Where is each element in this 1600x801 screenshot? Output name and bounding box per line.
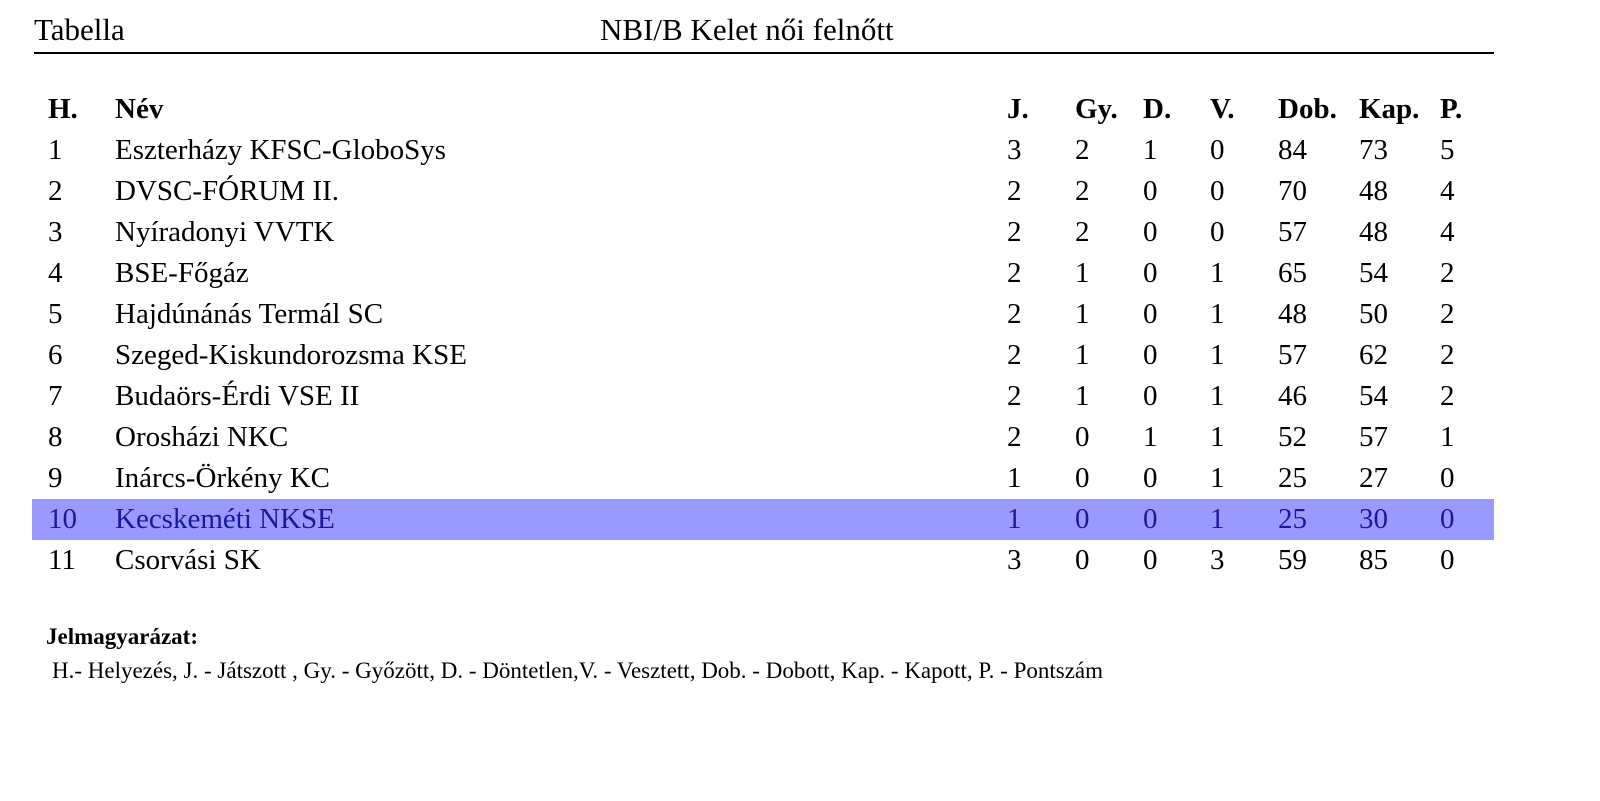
cell-points: 0 [1440,503,1455,535]
cell-goals-against: 27 [1359,462,1388,494]
table-row [32,212,1494,253]
cell-pos: 5 [48,298,63,330]
cell-name: DVSC-FÓRUM II. [115,175,339,207]
cell-played: 1 [1007,503,1022,535]
cell-name: Kecskeméti NKSE [115,503,335,535]
cell-goals-against: 85 [1359,544,1388,576]
cell-won: 1 [1075,298,1090,330]
cell-played: 2 [1007,380,1022,412]
cell-played: 2 [1007,339,1022,371]
cell-name: Orosházi NKC [115,421,289,453]
cell-lost: 1 [1210,421,1225,453]
cell-name: Csorvási SK [115,544,261,576]
cell-goals-against: 54 [1359,380,1388,412]
cell-goals-against: 48 [1359,216,1388,248]
cell-won: 2 [1075,134,1090,166]
cell-played: 1 [1007,462,1022,494]
cell-drawn: 0 [1143,544,1158,576]
cell-won: 2 [1075,175,1090,207]
cell-drawn: 0 [1143,216,1158,248]
table-row [32,540,1494,581]
cell-goals-against: 73 [1359,134,1388,166]
cell-won: 0 [1075,421,1090,453]
cell-drawn: 0 [1143,462,1158,494]
column-header-won: Gy. [1075,93,1118,125]
cell-name: Hajdúnánás Termál SC [115,298,384,330]
cell-won: 1 [1075,257,1090,289]
table-header-row [32,89,1494,130]
cell-drawn: 1 [1143,134,1158,166]
page-label: Tabella [34,12,125,47]
cell-played: 3 [1007,544,1022,576]
cell-drawn: 0 [1143,175,1158,207]
cell-name: Eszterházy KFSC-GloboSys [115,134,447,166]
cell-drawn: 0 [1143,257,1158,289]
cell-points: 4 [1440,175,1455,207]
cell-goals-for: 52 [1278,421,1307,453]
cell-goals-for: 46 [1278,380,1307,412]
column-header-lost: V. [1210,93,1235,125]
cell-goals-for: 25 [1278,462,1307,494]
column-header-played: J. [1007,93,1029,125]
cell-goals-against: 48 [1359,175,1388,207]
cell-points: 2 [1440,257,1455,289]
cell-lost: 1 [1210,298,1225,330]
cell-drawn: 0 [1143,503,1158,535]
cell-drawn: 1 [1143,421,1158,453]
cell-pos: 4 [48,257,63,289]
cell-pos: 10 [48,503,77,535]
cell-points: 0 [1440,544,1455,576]
standings-table [32,89,1494,581]
table-row [32,253,1494,294]
table-row [32,335,1494,376]
cell-won: 0 [1075,462,1090,494]
cell-lost: 1 [1210,380,1225,412]
cell-goals-for: 84 [1278,134,1307,166]
table-row [32,171,1494,212]
cell-drawn: 0 [1143,380,1158,412]
cell-lost: 1 [1210,339,1225,371]
cell-name: Szeged-Kiskundorozsma KSE [115,339,467,371]
cell-points: 0 [1440,462,1455,494]
cell-name: Budaörs-Érdi VSE II [115,380,360,412]
cell-goals-against: 54 [1359,257,1388,289]
cell-played: 2 [1007,175,1022,207]
cell-lost: 0 [1210,134,1225,166]
cell-drawn: 0 [1143,298,1158,330]
cell-goals-against: 57 [1359,421,1388,453]
cell-points: 1 [1440,421,1455,453]
table-row [32,294,1494,335]
cell-pos: 3 [48,216,63,248]
cell-pos: 1 [48,134,63,166]
cell-goals-for: 48 [1278,298,1307,330]
page-title: NBI/B Kelet női felnőtt [600,12,894,47]
legend-title: Jelmagyarázat: [46,624,198,649]
page-header [34,8,1494,54]
column-header-name: Név [115,93,164,125]
cell-lost: 3 [1210,544,1225,576]
cell-name: BSE-Főgáz [115,257,249,289]
cell-pos: 2 [48,175,63,207]
cell-played: 2 [1007,257,1022,289]
table-row [32,130,1494,171]
cell-lost: 1 [1210,257,1225,289]
cell-played: 2 [1007,421,1022,453]
legend [46,624,1103,684]
cell-won: 1 [1075,339,1090,371]
cell-goals-for: 59 [1278,544,1307,576]
cell-pos: 9 [48,462,63,494]
cell-points: 4 [1440,216,1455,248]
cell-pos: 6 [48,339,63,371]
cell-lost: 0 [1210,175,1225,207]
column-header-drawn: D. [1143,93,1172,125]
cell-lost: 1 [1210,503,1225,535]
cell-points: 5 [1440,134,1455,166]
cell-pos: 11 [48,544,76,576]
column-header-goals-for: Dob. [1278,93,1337,125]
cell-lost: 1 [1210,462,1225,494]
table-row [32,376,1494,417]
cell-points: 2 [1440,298,1455,330]
cell-pos: 7 [48,380,63,412]
cell-played: 3 [1007,134,1022,166]
cell-won: 2 [1075,216,1090,248]
column-header-goals-against: Kap. [1359,93,1420,125]
cell-points: 2 [1440,380,1455,412]
table-row [32,458,1494,499]
cell-goals-for: 57 [1278,216,1307,248]
cell-name: Nyíradonyi VVTK [115,216,335,248]
cell-goals-for: 65 [1278,257,1307,289]
cell-goals-for: 57 [1278,339,1307,371]
cell-name: Inárcs-Örkény KC [115,462,331,494]
table-row [32,417,1494,458]
cell-drawn: 0 [1143,339,1158,371]
column-header-pos: H. [48,93,78,125]
cell-goals-against: 30 [1359,503,1388,535]
legend-text: H.- Helyezés, J. - Játszott , Gy. - Győzött, D. - Döntetlen,V. - Vesztett, Dob. - Dobott, Kap. - Kapott, P. - Pontszám [52,658,1104,683]
cell-goals-for: 70 [1278,175,1307,207]
cell-won: 1 [1075,380,1090,412]
cell-won: 0 [1075,544,1090,576]
cell-goals-against: 62 [1359,339,1388,371]
table-body [32,130,1494,581]
cell-goals-against: 50 [1359,298,1388,330]
cell-lost: 0 [1210,216,1225,248]
cell-goals-for: 25 [1278,503,1307,535]
column-header-points: P. [1440,93,1463,125]
cell-played: 2 [1007,216,1022,248]
cell-won: 0 [1075,503,1090,535]
cell-played: 2 [1007,298,1022,330]
table-row-highlighted [32,499,1494,540]
cell-points: 2 [1440,339,1455,371]
cell-pos: 8 [48,421,63,453]
